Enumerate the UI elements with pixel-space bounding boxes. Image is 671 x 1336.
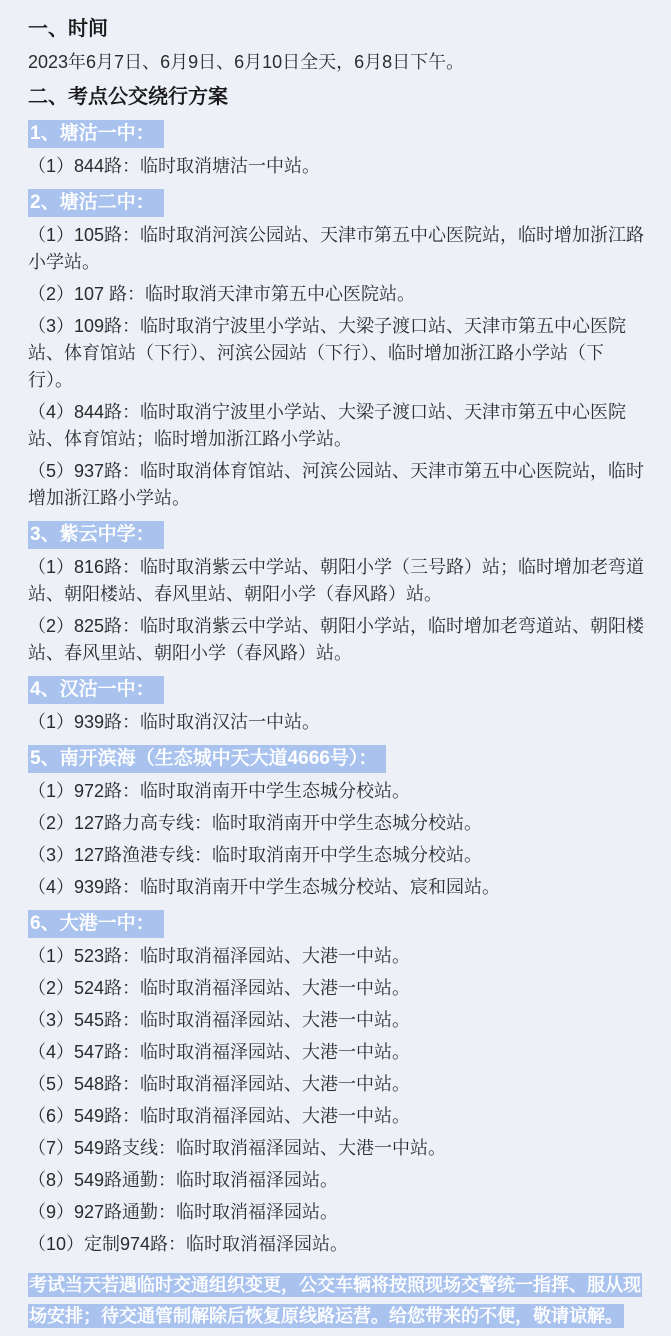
route-item: （1）939路：临时取消汉沽一中站。 (28, 712, 321, 732)
school-section (28, 189, 647, 512)
route-item: （2）825路：临时取消紫云中学站、朝阳小学站，临时增加老弯道站、朝阳楼站、春风里站、朝阳小学（春风路）站。 (28, 616, 645, 663)
school-section (28, 745, 647, 901)
route-item: （1）972路：临时取消南开中学生态城分校站。 (28, 781, 411, 801)
school-section (28, 521, 647, 667)
closing-notice (28, 1270, 647, 1332)
route-item: （3）127路渔港专线：临时取消南开中学生态城分校站。 (28, 845, 483, 865)
route-item: （1）523路：临时取消福泽园站、大港一中站。 (28, 946, 411, 966)
route-item: （2）524路：临时取消福泽园站、大港一中站。 (28, 978, 411, 998)
school-section (28, 910, 647, 1258)
route-item: （3）545路：临时取消福泽园站、大港一中站。 (28, 1010, 411, 1030)
school-header (28, 120, 647, 148)
route-item: （10）定制974路：临时取消福泽园站。 (28, 1234, 349, 1254)
school-header (28, 745, 647, 773)
route-item: （4）844路：临时取消宁波里小学站、大梁子渡口站、天津市第五中心医院站、体育馆站；临时增加浙江路小学站。 (28, 402, 627, 449)
route-item: （2）107 路：临时取消天津市第五中心医院站。 (28, 284, 416, 304)
route-item: （5）937路：临时取消体育馆站、河滨公园站、天津市第五中心医院站，临时增加浙江路小学站。 (28, 461, 645, 508)
school-header (28, 521, 647, 549)
school-header-label: 4、汉沽一中： (28, 676, 164, 704)
school-header (28, 910, 647, 938)
route-item: （1）844路：临时取消塘沽一中站。 (28, 156, 321, 176)
route-item: （4）547路：临时取消福泽园站、大港一中站。 (28, 1042, 411, 1062)
school-header-label: 1、塘沽一中： (28, 120, 164, 148)
route-item: （7）549路支线：临时取消福泽园站、大港一中站。 (28, 1138, 447, 1158)
schools-list (28, 120, 647, 1258)
route-item: （6）549路：临时取消福泽园站、大港一中站。 (28, 1106, 411, 1126)
school-header-label: 3、紫云中学： (28, 521, 164, 549)
route-item: （2）127路力高专线：临时取消南开中学生态城分校站。 (28, 813, 483, 833)
school-header-label: 6、大港一中： (28, 910, 164, 938)
route-item: （1）105路：临时取消河滨公园站、天津市第五中心医院站，临时增加浙江路小学站。 (28, 225, 645, 272)
school-header (28, 676, 647, 704)
route-item: （8）549路通勤：临时取消福泽园站。 (28, 1170, 339, 1190)
plan-section-heading: 二、考点公交绕行方案 (28, 86, 228, 108)
school-section (28, 120, 647, 180)
time-section-body: 2023年6月7日、6月9日、6月10日全天，6月8日下午。 (28, 52, 465, 72)
route-item: （1）816路：临时取消紫云中学站、朝阳小学（三号路）站；临时增加老弯道站、朝阳楼站、春风里站、朝阳小学（春风路）站。 (28, 557, 645, 604)
school-section (28, 676, 647, 736)
route-item: （4）939路：临时取消南开中学生态城分校站、宸和园站。 (28, 877, 501, 897)
time-section-heading: 一、时间 (28, 18, 108, 40)
school-header-label: 5、南开滨海（生态城中天大道4666号）： (28, 745, 386, 773)
school-header (28, 189, 647, 217)
route-item: （5）548路：临时取消福泽园站、大港一中站。 (28, 1074, 411, 1094)
route-item: （9）927路通勤：临时取消福泽园站。 (28, 1202, 339, 1222)
route-item: （3）109路：临时取消宁波里小学站、大梁子渡口站、天津市第五中心医院站、体育馆站（下行）、河滨公园站（下行）、临时增加浙江路小学站（下行）。 (28, 316, 627, 390)
school-header-label: 2、塘沽二中： (28, 189, 164, 217)
closing-notice-text: 考试当天若遇临时交通组织变更，公交车辆将按照现场交警统一指挥、服从现场安排；待交通管制解除后恢复原线路运营。给您带来的不便，敬请谅解。 (29, 1275, 641, 1326)
